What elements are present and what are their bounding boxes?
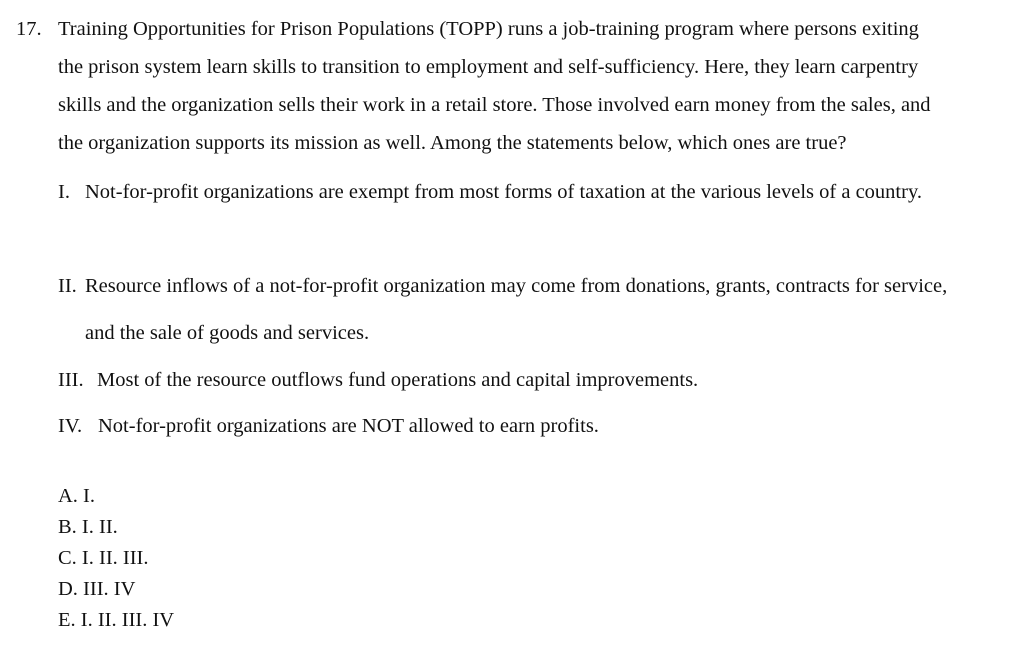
statement-text: Not-for-profit organizations are exempt from most forms of taxation at the various levels of a country. xyxy=(85,181,922,203)
option-b[interactable]: B. I. II. xyxy=(58,516,118,538)
option-e[interactable]: E. I. II. III. IV xyxy=(58,609,175,631)
answer-options xyxy=(58,483,174,638)
statement-text: Not-for-profit organizations are NOT allowed to earn profits. xyxy=(98,415,599,437)
statement-ii-continuation: and the sale of goods and services. xyxy=(85,322,370,344)
statement-text: Resource inflows of a not-for-profit organization may come from donations, grants, contracts for service, xyxy=(85,275,948,297)
option-d[interactable]: D. III. IV xyxy=(58,578,136,600)
statement-numeral: II. xyxy=(58,275,77,297)
statement-ii xyxy=(58,273,947,299)
option-a[interactable]: A. I. xyxy=(58,485,96,507)
statement-numeral: I. xyxy=(58,181,70,203)
statement-numeral: IV. xyxy=(58,415,83,437)
statement-iii xyxy=(58,367,698,393)
question-number: 17. xyxy=(16,18,42,40)
question-stem xyxy=(58,16,1008,168)
statement-i xyxy=(58,179,922,205)
stem-line: the organization supports its mission as well. Among the statements below, which ones are true? xyxy=(58,132,847,154)
statement-iv xyxy=(58,413,599,439)
stem-line: skills and the organization sells their work in a retail store. Those involved earn money from the sales, and xyxy=(58,94,931,116)
option-c[interactable]: C. I. II. III. xyxy=(58,547,149,569)
stem-line: Training Opportunities for Prison Populations (TOPP) runs a job-training program where persons exiting xyxy=(58,18,919,40)
statement-text: Most of the resource outflows fund operations and capital improvements. xyxy=(97,369,699,391)
statement-numeral: III. xyxy=(58,369,84,391)
stem-line: the prison system learn skills to transition to employment and self-sufficiency. Here, they learn carpentry xyxy=(58,56,919,78)
